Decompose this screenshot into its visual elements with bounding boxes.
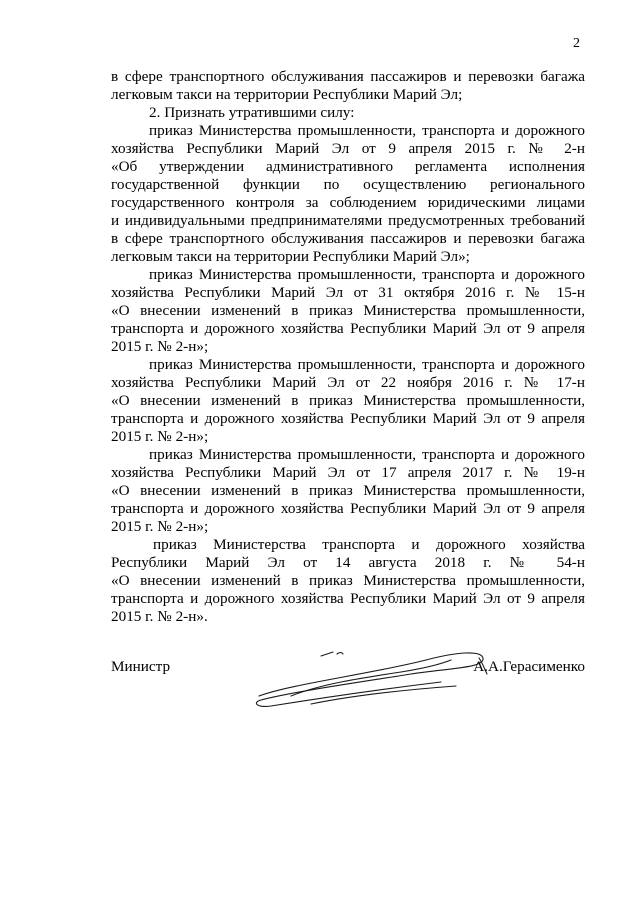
text-line: «О внесении изменений в приказ Министерства промышленности, xyxy=(111,482,585,499)
minister-title: Министр xyxy=(111,658,171,675)
text-line: легковым такси на территории Республики Марий Эл»; xyxy=(111,248,470,265)
text-line: транспорта и дорожного хозяйства Республики Марий Эл от 9 апреля xyxy=(111,410,585,427)
text-line: 2015 г. № 2-н»; xyxy=(111,518,209,535)
text-line: 2015 г. № 2-н». xyxy=(111,608,208,625)
text-line: «О внесении изменений в приказ Министерства промышленности, xyxy=(111,572,585,589)
text-line: легковым такси на территории Республики Марий Эл; xyxy=(111,86,463,103)
text-line: приказ Министерства промышленности, транспорта и дорожного xyxy=(149,266,585,283)
handwritten-signature xyxy=(251,634,491,714)
text-line: транспорта и дорожного хозяйства Республики Марий Эл от 9 апреля xyxy=(111,320,585,337)
signature-block xyxy=(111,658,585,718)
text-line: и индивидуальными предпринимателями предусмотренных требований xyxy=(111,212,585,229)
text-line: Республики Марий Эл от 14 августа 2018 г. № 54-н xyxy=(111,554,585,571)
text-line: хозяйства Республики Марий Эл от 22 ноября 2016 г. № 17-н xyxy=(111,374,585,391)
text-line: хозяйства Республики Марий Эл от 9 апреля 2015 г. № 2-н xyxy=(111,140,585,157)
minister-name: А.А.Герасименко xyxy=(473,658,585,675)
text-line: приказ Министерства транспорта и дорожного хозяйства xyxy=(153,536,585,553)
text-line: хозяйства Республики Марий Эл от 31 октября 2016 г. № 15-н xyxy=(111,284,585,301)
text-line: «О внесении изменений в приказ Министерства промышленности, xyxy=(111,302,585,319)
text-line: транспорта и дорожного хозяйства Республики Марий Эл от 9 апреля xyxy=(111,500,585,517)
document-body xyxy=(111,68,585,626)
text-line: «Об утверждении административного регламента исполнения xyxy=(111,158,585,175)
text-line: в сфере транспортного обслуживания пассажиров и перевозки багажа xyxy=(111,68,585,85)
text-line: 2015 г. № 2-н»; xyxy=(111,338,209,355)
text-line: 2015 г. № 2-н»; xyxy=(111,428,209,445)
text-line: государственной функции по осуществлению регионального xyxy=(111,176,585,193)
text-line: приказ Министерства промышленности, транспорта и дорожного xyxy=(149,356,585,373)
text-line: хозяйства Республики Марий Эл от 17 апреля 2017 г. № 19-н xyxy=(111,464,585,481)
text-line: государственного контроля за соблюдением юридическими лицами xyxy=(111,194,585,211)
text-line: в сфере транспортного обслуживания пассажиров и перевозки багажа xyxy=(111,230,585,247)
text-line: приказ Министерства промышленности, транспорта и дорожного xyxy=(149,122,585,139)
text-line: транспорта и дорожного хозяйства Республики Марий Эл от 9 апреля xyxy=(111,590,585,607)
page-number: 2 xyxy=(573,36,580,51)
text-line: приказ Министерства промышленности, транспорта и дорожного xyxy=(149,446,585,463)
text-line: 2. Признать утратившими силу: xyxy=(149,104,355,121)
text-line: «О внесении изменений в приказ Министерства промышленности, xyxy=(111,392,585,409)
